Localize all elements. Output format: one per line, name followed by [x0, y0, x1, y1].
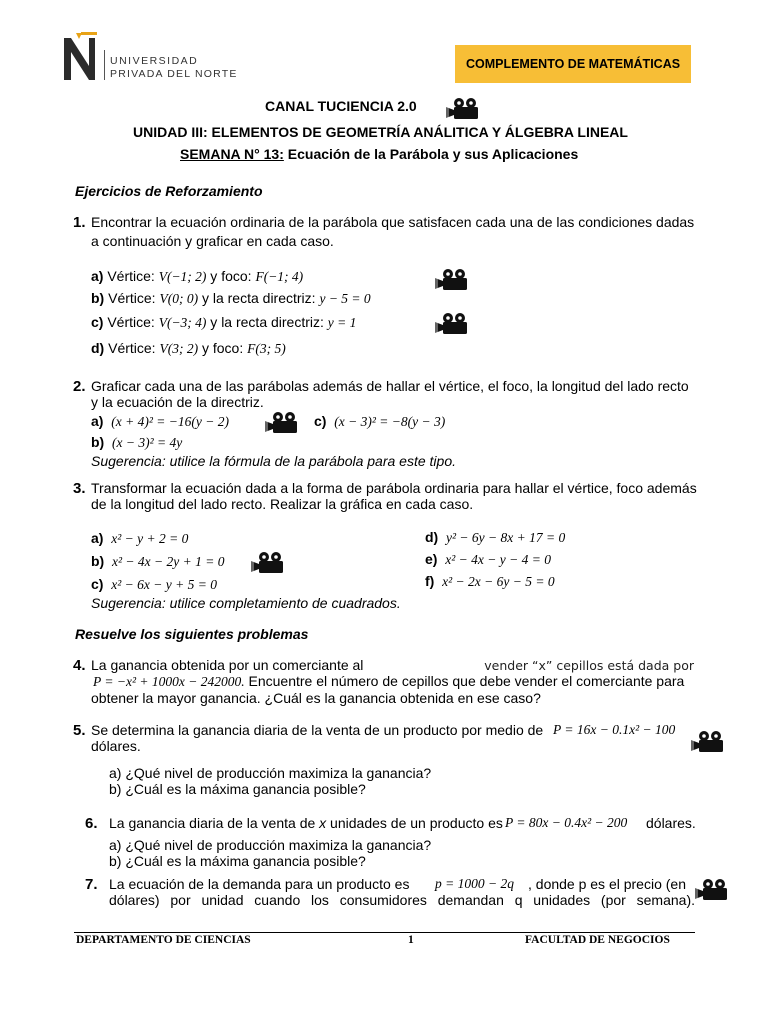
ex3-number: 3. [73, 480, 86, 497]
ex7-number: 7. [85, 876, 98, 893]
ex4-text-line3: obtener la mayor ganancia. ¿Cuál es la ganancia obtenida en ese caso? [91, 690, 541, 706]
ex1-number: 1. [73, 214, 86, 231]
ex7-equation: p = 1000 − 2q [435, 876, 514, 891]
ex6-text-dollars: dólares. [646, 815, 696, 831]
ex1-item-d: d) Vértice: V(3; 2) y foco: F(3; 5) [91, 340, 286, 356]
footer-page-number: 1 [408, 934, 414, 946]
university-name-line2: PRIVADA DEL NORTE [110, 68, 238, 80]
ex1-text-line2: a continuación y graficar en cada caso. [91, 233, 334, 249]
video-camera-icon[interactable] [264, 411, 304, 435]
ex2-text-line2: y la ecuación de la directriz. [91, 394, 264, 410]
ex2-item-a: a) (x + 4)² = −16(y − 2) [91, 413, 229, 429]
ex5-text-line2: dólares. [91, 738, 141, 754]
ex1-item-b: b) Vértice: V(0; 0) y la recta directriz: y − 5 = 0 [91, 290, 371, 306]
video-camera-icon[interactable] [434, 312, 474, 336]
ex4-number: 4. [73, 657, 86, 674]
ex1-item-a: a) Vértice: V(−1; 2) y foco: F(−1; 4) [91, 268, 304, 284]
ex3-item-a: a) x² − y + 2 = 0 [91, 530, 189, 546]
university-name-line1: UNIVERSIDAD [110, 55, 199, 67]
ex7-text-line1a: La ecuación de la demanda para un producto es [109, 876, 410, 892]
ex5-question-a: a) ¿Qué nivel de producción maximiza la ganancia? [109, 765, 432, 781]
week-title [180, 146, 578, 162]
ex6-text-line1: La ganancia diaria de la venta de x unidades de un producto es [109, 815, 503, 831]
ex1-item-c: c) Vértice: V(−3; 4) y la recta directriz: y = 1 [91, 314, 357, 330]
ex5-text-line1: Se determina la ganancia diaria de la venta de un producto por medio de [91, 722, 544, 738]
section-heading-reinforcement: Ejercicios de Reforzamiento [75, 183, 263, 199]
video-camera-icon[interactable] [250, 551, 290, 575]
ex2-item-b: b) (x − 3)² = 4y [91, 434, 183, 450]
logo-divider [104, 50, 105, 80]
ex3-text-line2: de la longitud del lado recto. Realizar la gráfica en cada caso. [91, 496, 474, 512]
ex3-item-c: c) x² − 6x − y + 5 = 0 [91, 576, 217, 592]
ex5-number: 5. [73, 722, 86, 739]
ex7-text-line2: dólares) por unidad cuando los consumidores demandan q unidades (por semana). [109, 892, 695, 908]
ex3-hint: Sugerencia: utilice completamiento de cuadrados. [91, 595, 401, 611]
week-label: SEMANA N° 13: [180, 146, 284, 162]
ex3-item-b: b) x² − 4x − 2y + 1 = 0 [91, 553, 225, 569]
ex6-equation: P = 80x − 0.4x² − 200 [505, 815, 628, 830]
ex2-text-line1: Graficar cada una de las parábolas además de hallar el vértice, el foco, la longitud del lado recto [91, 378, 689, 394]
ex4-text-line2: P = −x² + 1000x − 242000. Encuentre el número de cepillos que debe vender el comerciante para [93, 673, 685, 689]
footer-faculty: FACULTAD DE NEGOCIOS [525, 934, 670, 946]
section-heading-problems: Resuelve los siguientes problemas [75, 626, 309, 642]
ex2-item-c: c) (x − 3)² = −8(y − 3) [314, 413, 446, 429]
video-camera-icon[interactable] [445, 97, 485, 121]
ex5-question-b: b) ¿Cuál es la máxima ganancia posible? [109, 781, 366, 797]
ex6-question-a: a) ¿Qué nivel de producción maximiza la ganancia? [109, 837, 432, 853]
university-logo [62, 30, 102, 82]
ex7-text-line1b: , donde p es el precio (en [528, 876, 686, 892]
logo-n-icon [62, 30, 102, 82]
ex2-number: 2. [73, 378, 86, 395]
ex1-text-line1: Encontrar la ecuación ordinaria de la parábola que satisfacen cada una de las condiciones dadas [91, 214, 695, 230]
course-banner-text: COMPLEMENTO DE MATEMÁTICAS [465, 57, 681, 71]
video-camera-icon[interactable] [694, 878, 734, 902]
video-camera-icon[interactable] [434, 268, 474, 292]
ex2-hint: Sugerencia: utilice la fórmula de la parábola para este tipo. [91, 453, 456, 469]
footer-rule [74, 932, 695, 933]
video-camera-icon[interactable] [690, 730, 730, 754]
ex3-item-d: d) y² − 6y − 8x + 17 = 0 [425, 529, 566, 545]
unit-title: UNIDAD III: ELEMENTOS DE GEOMETRÍA ANÁLITICA Y ÁLGEBRA LINEAL [133, 124, 628, 140]
ex6-number: 6. [85, 815, 98, 832]
ex3-item-e: e) x² − 4x − y − 4 = 0 [425, 551, 551, 567]
ex4-text-line1: La ganancia obtenida por un comerciante al vender “x” cepillos está dada por [91, 657, 694, 673]
ex6-question-b: b) ¿Cuál es la máxima ganancia posible? [109, 853, 366, 869]
week-topic: Ecuación de la Parábola y sus Aplicaciones [283, 146, 579, 162]
ex3-item-f: f) x² − 2x − 6y − 5 = 0 [425, 573, 555, 589]
footer-department: DEPARTAMENTO DE CIENCIAS [76, 934, 251, 946]
ex5-equation: P = 16x − 0.1x² − 100 [553, 722, 676, 737]
course-banner [455, 45, 691, 83]
channel-title: CANAL TUCIENCIA 2.0 [265, 98, 417, 114]
ex3-text-line1: Transformar la ecuación dada a la forma de parábola ordinaria para hallar el vértice, foco además [91, 480, 697, 496]
